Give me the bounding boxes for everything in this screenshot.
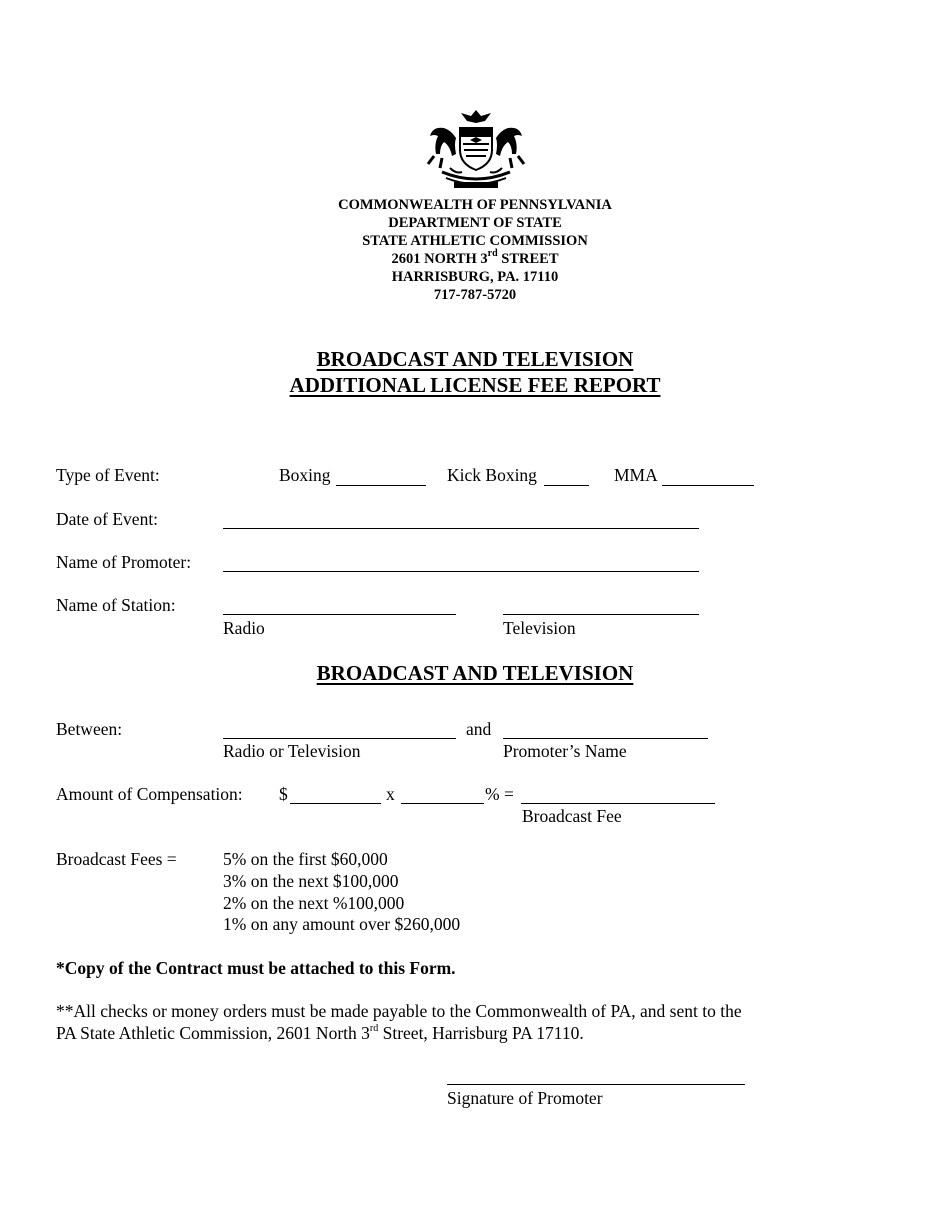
contract-note: *Copy of the Contract must be attached to this Form. <box>56 958 456 978</box>
form-title-line2: ADDITIONAL LICENSE FEE REPORT <box>289 373 661 397</box>
boxing-option-label: Boxing <box>279 465 331 485</box>
radio-or-television-caption: Radio or Television <box>223 741 361 761</box>
header-phone: 717-787-5720 <box>433 287 517 303</box>
header-commission: STATE ATHLETIC COMMISSION <box>362 233 588 249</box>
radio-caption: Radio <box>223 618 265 638</box>
date-of-event-field[interactable] <box>223 528 699 529</box>
payment-note-line2: PA State Athletic Commission, 2601 North 3rd Street, Harrisburg PA 17110. <box>56 1023 584 1043</box>
header-city: HARRISBURG, PA. 17110 <box>391 269 559 285</box>
header-department: DEPARTMENT OF STATE <box>388 215 562 231</box>
percentage-field[interactable] <box>401 803 484 804</box>
radio-station-field[interactable] <box>223 614 456 615</box>
section-title-broadcast-television: BROADCAST AND TELEVISION <box>316 661 634 685</box>
pennsylvania-coat-of-arms-icon <box>420 108 532 192</box>
fee-tier: 2% on the next %100,000 <box>223 893 405 913</box>
television-caption: Television <box>503 618 576 638</box>
radio-or-television-field[interactable] <box>223 738 456 739</box>
kick-boxing-option-label: Kick Boxing <box>447 465 537 485</box>
mma-option-label: MMA <box>614 465 658 485</box>
promoter-name-caption: Promoter’s Name <box>503 741 627 761</box>
and-label: and <box>466 719 492 739</box>
date-of-event-label: Date of Event: <box>56 509 159 529</box>
payment-note-line1: **All checks or money orders must be made payable to the Commonwealth of PA, and sent to the <box>56 1001 742 1021</box>
mma-field[interactable] <box>662 485 754 486</box>
broadcast-fees-label: Broadcast Fees = <box>56 849 177 869</box>
percent-equals-sign: % = <box>485 784 514 804</box>
promoter-name-field[interactable] <box>223 571 699 572</box>
broadcast-fee-caption: Broadcast Fee <box>522 806 622 826</box>
header-commonwealth: COMMONWEALTH OF PENNSYLVANIA <box>338 197 612 213</box>
promoter-signature-field[interactable] <box>447 1084 745 1085</box>
fee-tier: 3% on the next $100,000 <box>223 871 399 891</box>
type-of-event-label: Type of Event: <box>56 465 160 485</box>
form-title-line1: BROADCAST AND TELEVISION <box>316 347 634 371</box>
dollar-sign: $ <box>279 784 288 804</box>
fee-tier: 5% on the first $60,000 <box>223 849 388 869</box>
boxing-field[interactable] <box>336 485 426 486</box>
between-promoter-name-field[interactable] <box>503 738 708 739</box>
fee-tier: 1% on any amount over $260,000 <box>223 914 461 934</box>
promoter-name-label: Name of Promoter: <box>56 552 192 572</box>
compensation-amount-field[interactable] <box>290 803 381 804</box>
multiply-sign: x <box>386 784 395 804</box>
station-name-label: Name of Station: <box>56 595 176 615</box>
compensation-label: Amount of Compensation: <box>56 784 243 804</box>
television-station-field[interactable] <box>503 614 699 615</box>
kick-boxing-field[interactable] <box>544 485 589 486</box>
header-street-address: 2601 NORTH 3rd STREET <box>391 248 559 267</box>
broadcast-fee-field[interactable] <box>521 803 715 804</box>
between-label: Between: <box>56 719 123 739</box>
signature-caption: Signature of Promoter <box>447 1088 603 1108</box>
